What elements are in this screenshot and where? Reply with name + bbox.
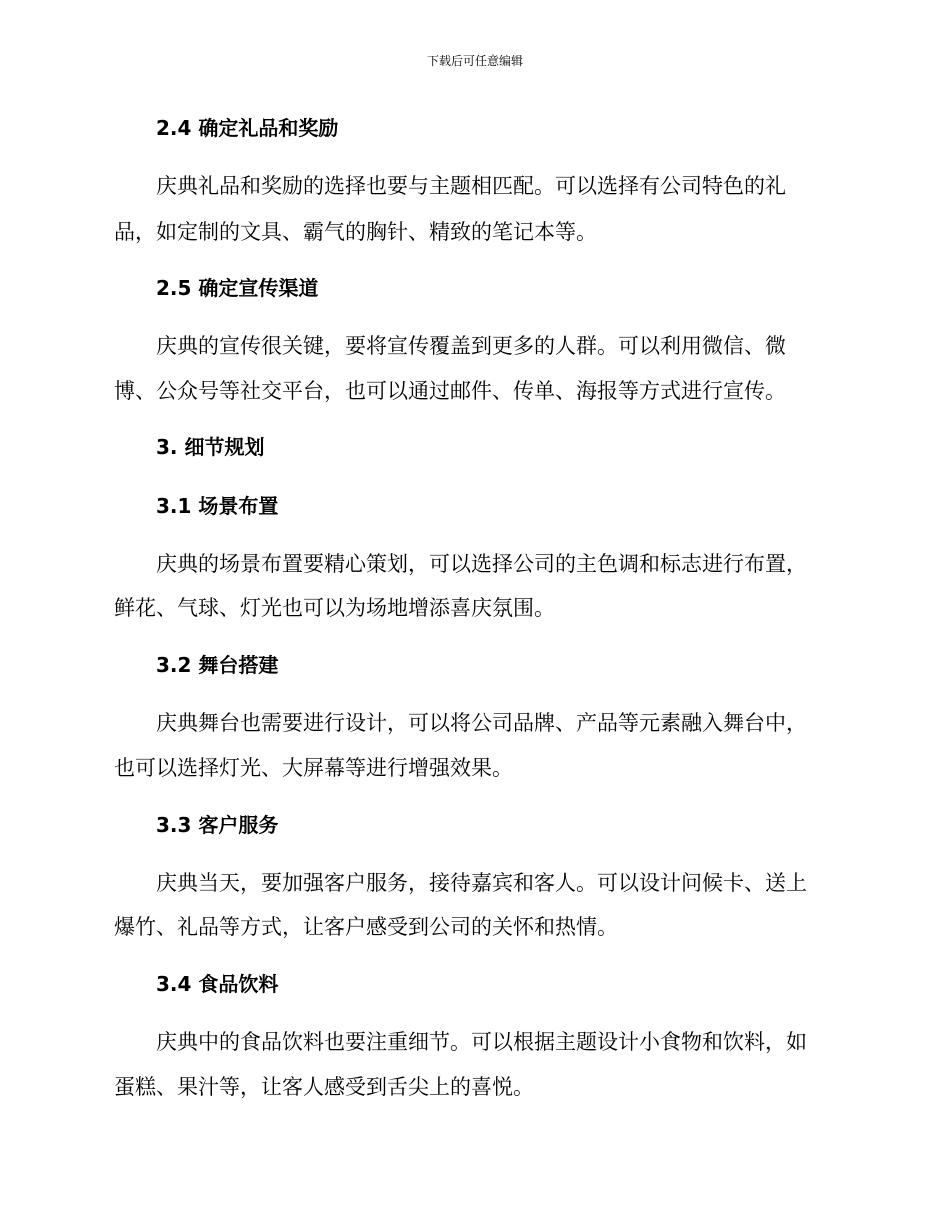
paragraph-line: 庆典礼品和奖励的选择也要与主题相匹配。可以选择有公司特色的礼 — [156, 174, 786, 198]
header-note: 下载后可任意编辑 — [426, 54, 523, 68]
paragraph-line: 爆竹、礼品等方式，让客户感受到公司的关怀和热情。 — [114, 915, 618, 939]
paragraph-line: 蛋糕、果汁等，让客人感受到舌尖上的喜悦。 — [114, 1075, 534, 1099]
paragraph-line: 庆典的宣传很关键，要将宣传覆盖到更多的人群。可以利用微信、微 — [156, 334, 786, 358]
section-heading: 3. 细节规划 — [156, 435, 265, 459]
paragraph-line: 品，如定制的文具、霸气的胸针、精致的笔记本等。 — [114, 220, 597, 244]
paragraph-line: 鲜花、气球、灯光也可以为场地增添喜庆氛围。 — [114, 596, 555, 620]
paragraph-line: 也可以选择灯光、大屏幕等进行增强效果。 — [114, 756, 513, 780]
section-heading: 2.5 确定宣传渠道 — [156, 276, 319, 300]
section-heading: 3.3 客户服务 — [156, 813, 279, 837]
paragraph-line: 庆典中的食品饮料也要注重细节。可以根据主题设计小食物和饮料，如 — [156, 1030, 807, 1054]
paragraph-line: 庆典的场景布置要精心策划，可以选择公司的主色调和标志进行布置， — [156, 552, 807, 576]
paragraph-line: 庆典舞台也需要进行设计，可以将公司品牌、产品等元素融入舞台中， — [156, 711, 807, 735]
paragraph-line: 博、公众号等社交平台，也可以通过邮件、传单、海报等方式进行宣传。 — [114, 379, 786, 403]
section-heading: 2.4 确定礼品和奖励 — [156, 116, 339, 140]
section-heading: 3.4 食品饮料 — [156, 972, 279, 996]
section-heading: 3.1 场景布置 — [156, 494, 279, 518]
paragraph-line: 庆典当天，要加强客户服务，接待嘉宾和客人。可以设计问候卡、送上 — [156, 871, 807, 895]
section-heading: 3.2 舞台搭建 — [156, 653, 279, 677]
